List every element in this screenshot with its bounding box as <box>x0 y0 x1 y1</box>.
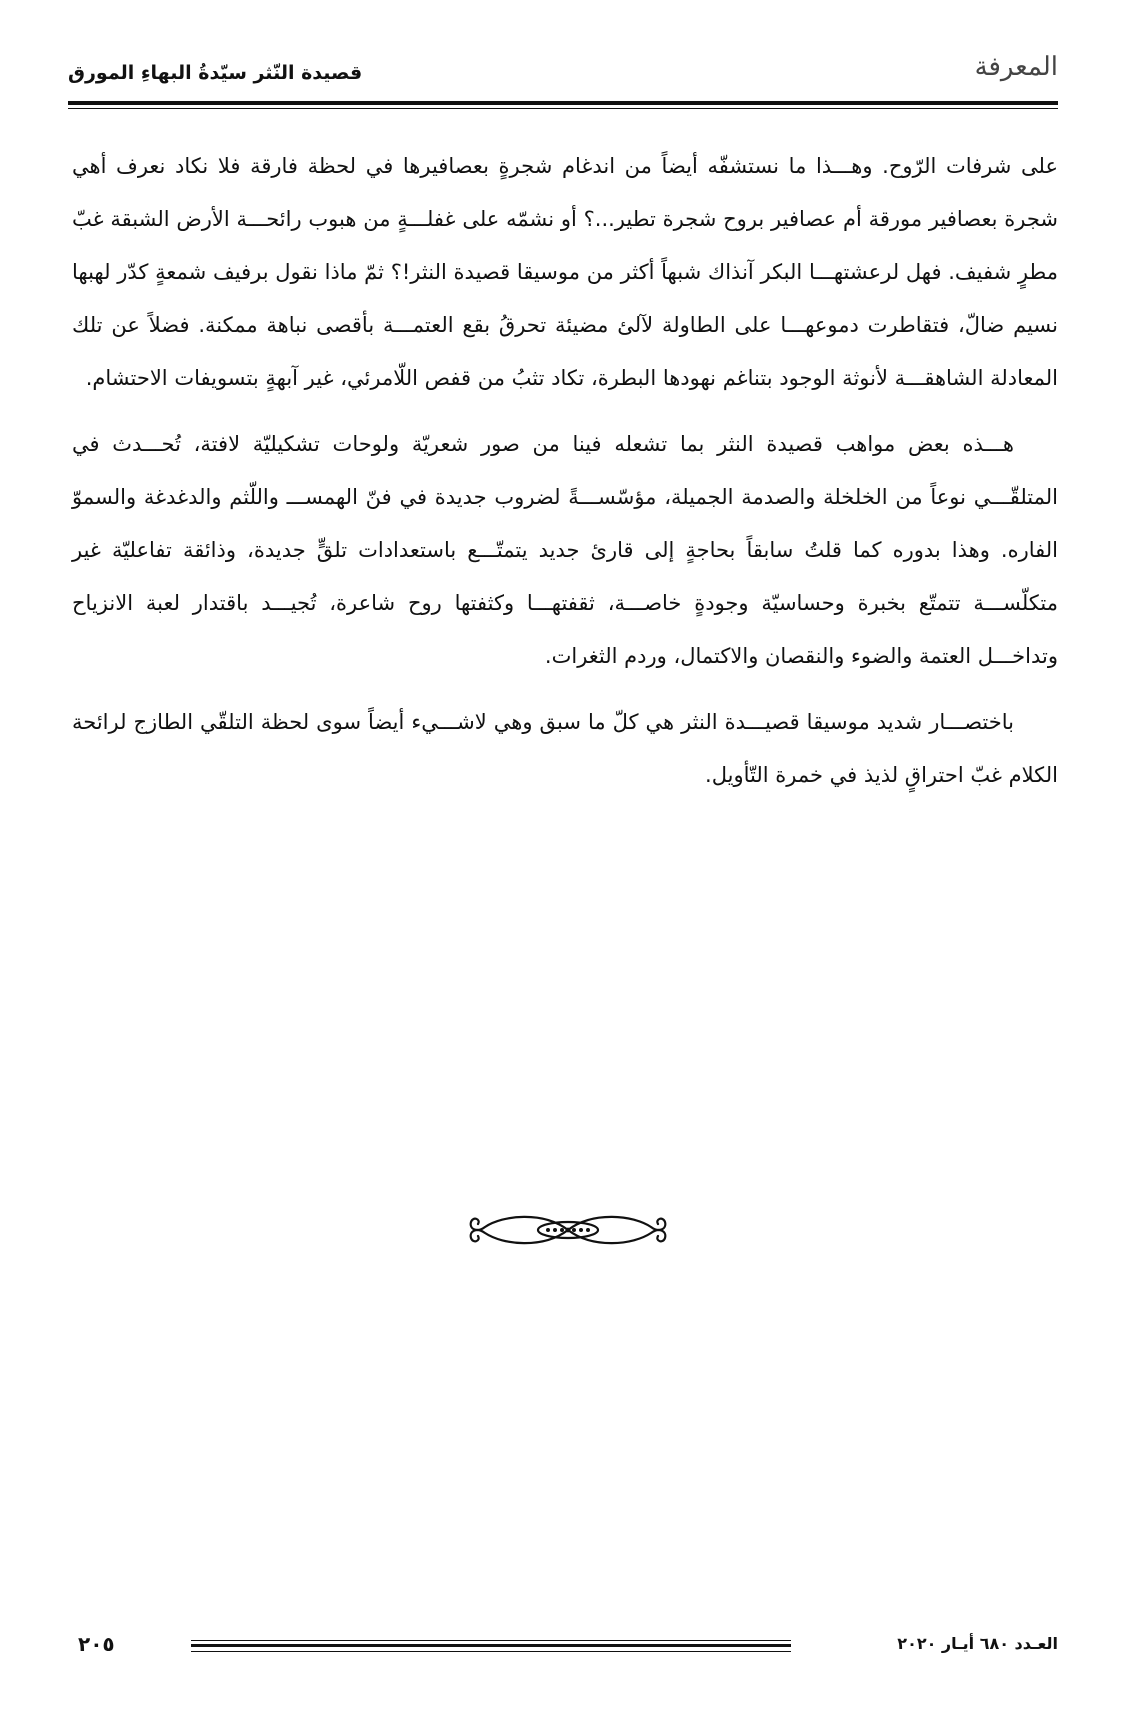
footer-rule <box>191 1644 791 1647</box>
header-rule-thick <box>68 101 1058 105</box>
footer-rule <box>191 1651 791 1652</box>
article-body <box>72 140 1058 815</box>
paragraph: على شرفات الرّوح. وهـــذا ما نستشفّه أيضاً من اندغام شجرةٍ بعصافيرها في لحظة فارقة فلا نكاد نعرف أهي شجرة بعصافير مورقة أم عصافير بروح شجرة تطير...؟ أو نشمّه على غفلـــةٍ من هبوب رائحـــة الأرض الشبقة غبّ مطرٍ شفيف. فهل لرعشتهـــا البكر آنذاك شبهاً أكثر من موسيقا قصيدة النثر!؟ ثمّ ماذا نقول برفيف شمعةٍ كدّر لهبها نسيم ضالّ، فتقاطرت دموعهـــا على الطاولة لآلئ مضيئة تحرقُ بقع العتمـــة بأقصى نباهة ممكنة. فضلاً عن تلك المعادلة الشاهقـــة لأنوثة الوجود بتناغم نهودها البطرة، تكاد تثبُ من قفص اللّامرئي، غير آبهةٍ بتسويفات الاحتشام. <box>72 154 1058 390</box>
paragraph: هـــذه بعض مواهب قصيدة النثر بما تشعله فينا من صور شعريّة ولوحات تشكيليّة لافتة، تُحـــدث في المتلقّـــي نوعاً من الخلخلة والصدمة الجميلة، مؤسّســـةً لضروب جديدة في فنّ الهمســـ واللّثم والدغدغة والسموّ الفاره. وهذا بدوره كما قلتُ سابقاً بحاجةٍ إلى قارئ جديد يتمتّـــع باستعدادات تلقٍّ جديدة، وذائقة تفاعليّة غير متكلّســـة تتمتّع بخبرة وحساسيّة وجودةٍ خاصـــة، ثقفتهـــا وكثفتها روح شاعرة، تُجيـــد باقتدار لعبة الانزياح وتداخـــل العتمة والضوء والنقصان والاكتمال، وردم الثغرات. <box>72 432 1058 668</box>
paragraph: باختصـــار شديد موسيقا قصيـــدة النثر هي كلّ ما سبق وهي لاشـــيء أيضاً سوى لحظة التلقّي الطازج لرائحة الكلام غبّ احتراقٍ لذيذ في خمرة التّأويل. <box>72 710 1058 787</box>
footer-rule <box>191 1640 791 1641</box>
issue-info: العـدد ٦٨٠ أيـار ٢٠٢٠ <box>897 1634 1058 1653</box>
journal-logo: المعرفة <box>974 52 1058 82</box>
page-footer <box>68 1632 1058 1662</box>
page-number: ٢٠٥ <box>78 1632 115 1656</box>
running-title: قصيدة النّثر سيّدةُ البهاءِ المورق <box>68 62 363 84</box>
header-rule-thin <box>68 108 1058 109</box>
section-end-ornament-icon <box>463 1207 673 1253</box>
page-header <box>68 48 1058 96</box>
